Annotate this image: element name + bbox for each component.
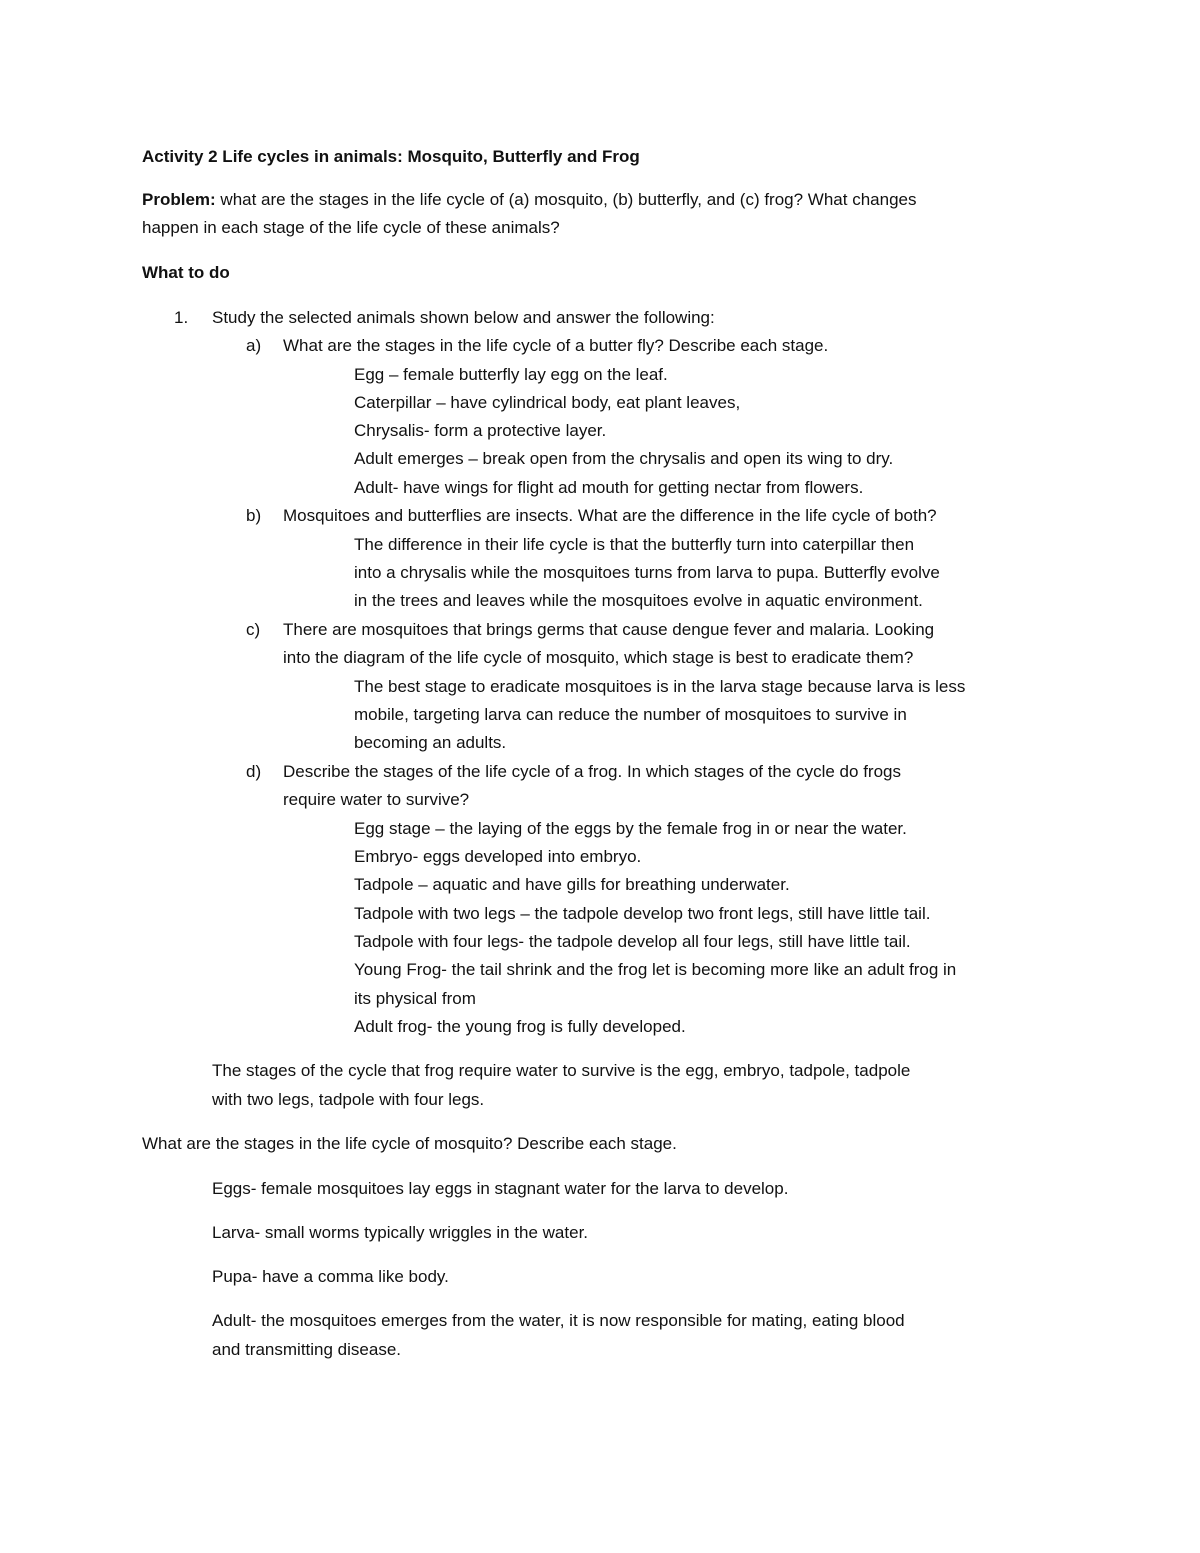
question-c-text: There are mosquitoes that brings germs that cause dengue fever and malaria. Looking [283, 620, 935, 639]
answer-d-line: Embryo- eggs developed into embryo. [354, 847, 642, 866]
mosquito-stage-pupa: Pupa- have a comma like body. [212, 1267, 449, 1286]
question-d-marker: d) [246, 762, 262, 781]
problem-line-1 [142, 189, 916, 211]
problem-line-2: happen in each stage of the life cycle of these animals? [142, 218, 560, 237]
question-d-text: require water to survive? [283, 790, 470, 809]
answer-a-line: Adult emerges – break open from the chrysalis and open its wing to dry. [354, 449, 894, 468]
answer-c-line: becoming an adults. [354, 733, 507, 752]
answer-d-line: Egg stage – the laying of the eggs by the female frog in or near the water. [354, 819, 907, 838]
mosquito-stage-adult: Adult- the mosquitoes emerges from the water, it is now responsible for mating, eating blood [212, 1311, 905, 1330]
question-c-text: into the diagram of the life cycle of mosquito, which stage is best to eradicate them? [283, 648, 914, 667]
answer-d-line: Adult frog- the young frog is fully developed. [354, 1017, 686, 1036]
question-b-text: Mosquitoes and butterflies are insects. What are the difference in the life cycle of both? [283, 506, 937, 525]
item-1-text: Study the selected animals shown below and answer the following: [212, 308, 715, 327]
mosquito-stage-adult: and transmitting disease. [212, 1340, 401, 1359]
mosquito-question: What are the stages in the life cycle of mosquito? Describe each stage. [142, 1134, 677, 1153]
answer-a-line: Adult- have wings for flight ad mouth for getting nectar from flowers. [354, 478, 864, 497]
activity-title: Activity 2 Life cycles in animals: Mosquito, Butterfly and Frog [142, 147, 640, 166]
item-1-number: 1. [174, 308, 189, 327]
answer-a-line: Chrysalis- form a protective layer. [354, 421, 607, 440]
answer-b-line: in the trees and leaves while the mosquitoes evolve in aquatic environment. [354, 591, 923, 610]
question-d-text: Describe the stages of the life cycle of a frog. In which stages of the cycle do frogs [283, 762, 901, 781]
answer-d-line: Tadpole with four legs- the tadpole develop all four legs, still have little tail. [354, 932, 911, 951]
frog-water-summary: The stages of the cycle that frog require water to survive is the egg, embryo, tadpole, tadpole [212, 1061, 911, 1080]
answer-d-line: Tadpole with two legs – the tadpole develop two front legs, still have little tail. [354, 904, 931, 923]
question-b-marker: b) [246, 506, 262, 525]
question-a-marker: a) [246, 336, 262, 355]
answer-d-line: Tadpole – aquatic and have gills for breathing underwater. [354, 875, 790, 894]
answer-c-line: mobile, targeting larva can reduce the number of mosquitoes to survive in [354, 705, 907, 724]
question-a-text: What are the stages in the life cycle of a butter fly? Describe each stage. [283, 336, 829, 355]
answer-b-line: into a chrysalis while the mosquitoes turns from larva to pupa. Butterfly evolve [354, 563, 940, 582]
mosquito-stage-eggs: Eggs- female mosquitoes lay eggs in stagnant water for the larva to develop. [212, 1179, 789, 1198]
question-c-marker: c) [246, 620, 261, 639]
answer-a-line: Caterpillar – have cylindrical body, eat plant leaves, [354, 393, 741, 412]
mosquito-stage-larva: Larva- small worms typically wriggles in the water. [212, 1223, 589, 1242]
answer-d-line: Young Frog- the tail shrink and the frog let is becoming more like an adult frog in [354, 960, 957, 979]
problem-text: what are the stages in the life cycle of (a) mosquito, (b) butterfly, and (c) frog? What changes [215, 190, 917, 209]
frog-water-summary: with two legs, tadpole with four legs. [212, 1090, 485, 1109]
problem-label: Problem: [142, 190, 216, 209]
answer-b-line: The difference in their life cycle is that the butterfly turn into caterpillar then [354, 535, 915, 554]
answer-a-line: Egg – female butterfly lay egg on the leaf. [354, 365, 668, 384]
what-to-do-heading: What to do [142, 263, 230, 282]
answer-c-line: The best stage to eradicate mosquitoes is in the larva stage because larva is less [354, 677, 966, 696]
answer-d-line: its physical from [354, 989, 476, 1008]
